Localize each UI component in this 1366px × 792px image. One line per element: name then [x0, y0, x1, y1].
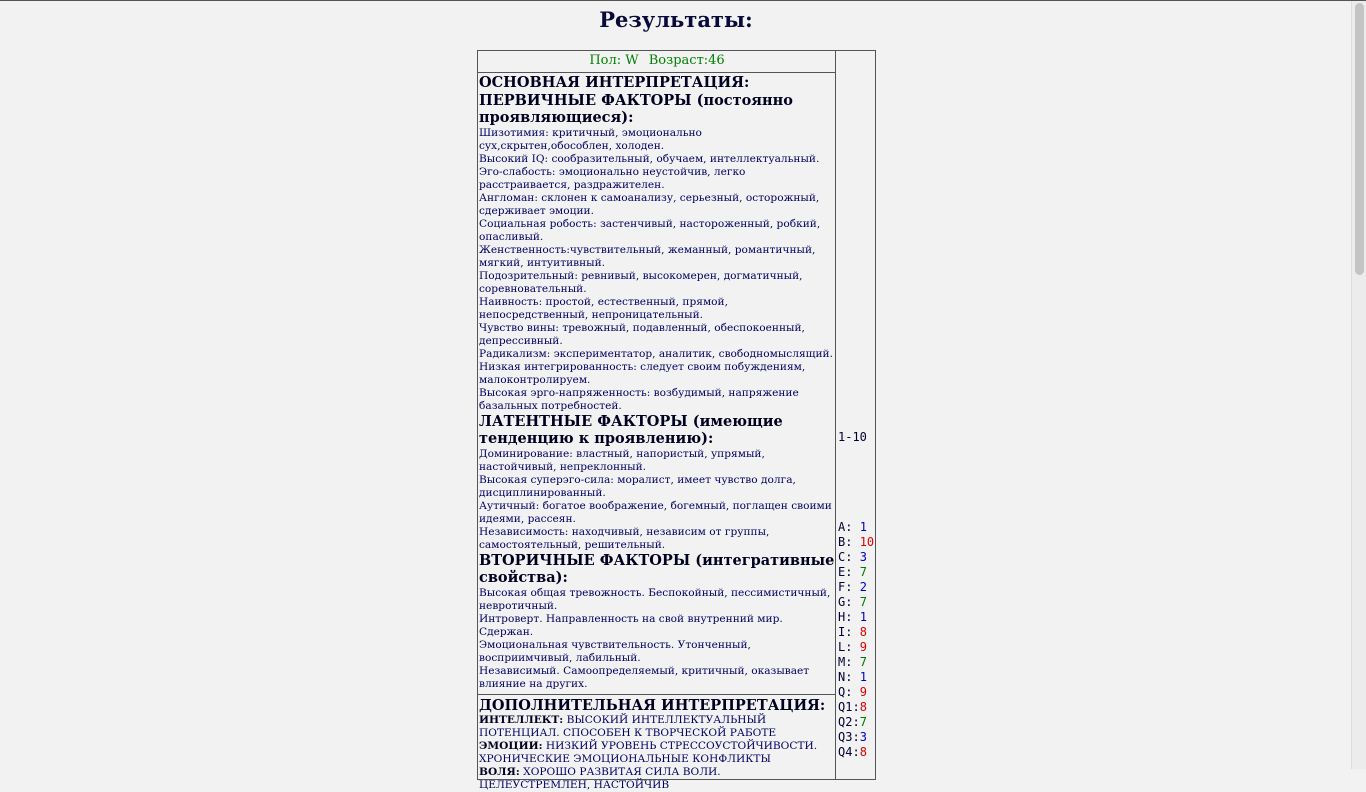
additional-interpretation-title: ДОПОЛНИТЕЛЬНАЯ ИНТЕРПРЕТАЦИЯ:: [479, 697, 835, 715]
factor-value: 7: [860, 595, 867, 609]
factor-description: Англоман: склонен к самоанализу, серьезный, осторожный, сдерживает эмоции.: [479, 192, 835, 218]
interpretation-column: [477, 50, 836, 780]
primary-factors-heading: ПЕРВИЧНЫЕ ФАКТОРЫ (постоянно проявляющиеся):: [479, 92, 835, 127]
factor-name: Q:: [838, 685, 852, 699]
factor-description: Радикализм: экспериментатор, аналитик, свободномыслящий.: [479, 348, 835, 361]
factor-description: Высокая суперэго-сила: моралист, имеет чувство долга, дисциплинированный.: [479, 474, 835, 500]
score-row: [838, 595, 881, 610]
factor-description: Аутичный: богатое воображение, богемный, поглащен своими идеями, рассеян.: [479, 500, 835, 526]
sex-label: Пол: W: [589, 53, 638, 68]
factor-value: 7: [860, 715, 867, 729]
score-row: [838, 730, 881, 745]
score-row: [838, 640, 881, 655]
latent-factors-heading: ЛАТЕНТНЫЕ ФАКТОРЫ (имеющие тенденцию к проявлению):: [479, 413, 835, 448]
factor-value: 7: [860, 655, 867, 669]
scrollbar-thumb[interactable]: [1355, 3, 1364, 275]
factor-name: B:: [838, 535, 852, 549]
factor-description: Социальная робость: застенчивый, настороженный, робкий, опасливый.: [479, 218, 835, 244]
factor-name: A:: [838, 520, 852, 534]
additional-item: [479, 714, 835, 740]
factor-description: Шизотимия: критичный, эмоционально сух,скрытен,обособлен, холоден.: [479, 127, 835, 153]
additional-item: [479, 766, 835, 792]
factor-name: Q4:: [838, 745, 860, 759]
secondary-factors-heading: ВТОРИЧНЫЕ ФАКТОРЫ (интегративные свойства):: [479, 552, 835, 587]
score-row: [838, 670, 881, 685]
factor-description: Низкая интегрированность: следует своим побуждениям, малоконтролируем.: [479, 361, 835, 387]
profile-header: [478, 51, 836, 73]
factor-value: 1: [860, 610, 867, 624]
additional-item-text: ХОРОШО РАЗВИТАЯ СИЛА ВОЛИ. ЦЕЛЕУСТРЕМЛЕН, НАСТОЙЧИВ: [479, 766, 721, 791]
additional-item-label: ВОЛЯ:: [479, 766, 520, 778]
score-row: [838, 700, 881, 715]
scores-spacer: [838, 475, 881, 490]
factor-value: 10: [860, 535, 874, 549]
factor-description: Высокая эрго-напряженность: возбудимый, напряжение базальных потребностей.: [479, 387, 835, 413]
factor-name: E:: [838, 565, 852, 579]
factor-name: Q1:: [838, 700, 860, 714]
factor-name: I:: [838, 625, 852, 639]
factor-name: Q3:: [838, 730, 860, 744]
factor-name: G:: [838, 595, 852, 609]
scores-scale: 1-10: [838, 430, 881, 445]
factor-value: 2: [860, 580, 867, 594]
scores-column: [835, 50, 876, 780]
additional-interpretation: [478, 695, 836, 792]
additional-item-label: ИНТЕЛЛЕКТ:: [479, 714, 563, 726]
age-label: Возраст:46: [649, 53, 725, 68]
factor-value: 8: [860, 625, 867, 639]
factor-description: Подозрительный: ревнивый, высокомерен, догматичный, соревновательный.: [479, 270, 835, 296]
additional-item-text: ВЫСОКИЙ ИНТЕЛЛЕКТУАЛЬНЫЙ ПОТЕНЦИАЛ. СПОСОБЕН К ТВОРЧЕСКОЙ РАБОТЕ: [479, 714, 776, 739]
factor-value: 8: [860, 745, 867, 759]
score-row: [838, 685, 881, 700]
main-interpretation: [478, 73, 836, 695]
additional-item-label: ЭМОЦИИ:: [479, 740, 543, 752]
score-row: [838, 610, 881, 625]
score-row: [838, 580, 881, 595]
factor-description: Высокая общая тревожность. Беспокойный, пессимистичный, невротичный.: [479, 587, 835, 613]
factor-description: Независимость: находчивый, независим от группы, самостоятельный, решительный.: [479, 526, 835, 552]
additional-item-text: НИЗКИЙ УРОВЕНЬ СТРЕССОУСТОЙЧИВОСТИ. ХРОНИЧЕСКИЕ ЭМОЦИОНАЛЬНЫЕ КОНФЛИКТЫ: [479, 740, 817, 765]
score-list: [838, 520, 881, 760]
score-row: [838, 565, 881, 580]
page-scrollbar[interactable]: [1351, 1, 1366, 769]
factor-name: C:: [838, 550, 852, 564]
factor-value: 1: [860, 670, 867, 684]
factor-description: Высокий IQ: сообразительный, обучаем, интеллектуальный.: [479, 153, 835, 166]
page-title: Результаты:: [0, 7, 1352, 32]
factor-value: 7: [860, 565, 867, 579]
primary-factors-list: [479, 127, 835, 413]
score-row: [838, 745, 881, 760]
score-row: [838, 715, 881, 730]
factor-value: 8: [860, 700, 867, 714]
factor-description: Женственность:чувствительный, жеманный, романтичный, мягкий, интуитивный.: [479, 244, 835, 270]
score-row: [838, 520, 881, 535]
factor-description: Доминирование: властный, напористый, упрямый, настойчивый, непреклонный.: [479, 448, 835, 474]
factor-name: L:: [838, 640, 852, 654]
factor-description: Чувство вины: тревожный, подавленный, обеспокоенный, депрессивный.: [479, 322, 835, 348]
score-row: [838, 655, 881, 670]
factor-name: M:: [838, 655, 852, 669]
factor-description: Эмоциональная чувствительность. Утонченный, восприимчивый, лабильный.: [479, 639, 835, 665]
factor-name: H:: [838, 610, 852, 624]
latent-factors-list: [479, 448, 835, 552]
factor-name: N:: [838, 670, 852, 684]
factor-scores: [838, 400, 881, 790]
factor-value: 1: [860, 520, 867, 534]
additional-item: [479, 740, 835, 766]
score-row: [838, 625, 881, 640]
factor-description: Наивность: простой, естественный, прямой, непосредственный, непроницательный.: [479, 296, 835, 322]
additional-interpretation-list: [479, 714, 835, 792]
factor-description: Эго-слабость: эмоционально неустойчив, легко расстраивается, раздражителен.: [479, 166, 835, 192]
results-table: [477, 50, 876, 780]
factor-value: 9: [860, 640, 867, 654]
score-row: [838, 550, 881, 565]
factor-name: F:: [838, 580, 852, 594]
main-interpretation-title: ОСНОВНАЯ ИНТЕРПРЕТАЦИЯ:: [479, 74, 835, 92]
secondary-factors-list: [479, 587, 835, 691]
factor-value: 3: [860, 550, 867, 564]
factor-value: 3: [860, 730, 867, 744]
factor-name: Q2:: [838, 715, 860, 729]
score-row: [838, 535, 881, 550]
factor-description: Независимый. Самоопределяемый, критичный, оказывает влияние на других.: [479, 665, 835, 691]
factor-description: Интроверт. Направленность на свой внутренний мир. Сдержан.: [479, 613, 835, 639]
factor-value: 9: [860, 685, 867, 699]
